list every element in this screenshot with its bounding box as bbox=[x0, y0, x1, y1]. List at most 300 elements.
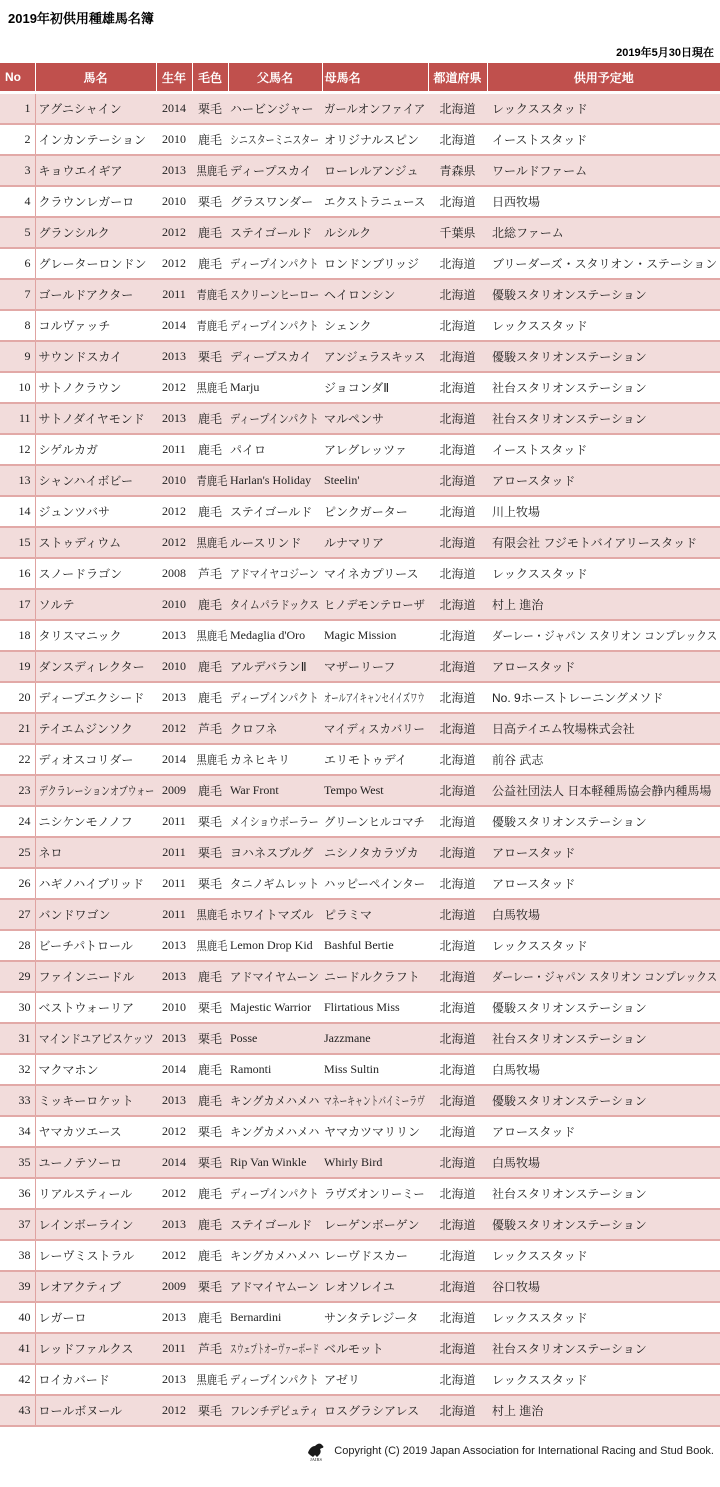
table-row bbox=[0, 930, 720, 961]
cell-birth-year: 2014 bbox=[156, 744, 192, 775]
cell-coat-color: 栗毛 bbox=[192, 1395, 228, 1426]
cell-sire-name: ディープスカイ bbox=[228, 155, 322, 186]
cell-sire-name: アドマイヤコジーン bbox=[228, 558, 322, 589]
jairs-logo-icon bbox=[305, 1440, 327, 1462]
cell-dam-name: シェンク bbox=[322, 310, 428, 341]
cell-prefecture: 北海道 bbox=[428, 868, 487, 899]
cell-sire-name: ディープインパクト bbox=[228, 1364, 322, 1395]
cell-horse-name: レッドファルクス bbox=[35, 1333, 156, 1364]
cell-service-location: レックススタッド bbox=[487, 930, 720, 961]
cell-service-location: イーストスタッド bbox=[487, 124, 720, 155]
cell-no: 36 bbox=[0, 1178, 35, 1209]
cell-prefecture: 北海道 bbox=[428, 1023, 487, 1054]
cell-service-location: ワールドファーム bbox=[487, 155, 720, 186]
cell-service-location: 北総ファーム bbox=[487, 217, 720, 248]
cell-birth-year: 2010 bbox=[156, 651, 192, 682]
cell-horse-name: スノードラゴン bbox=[35, 558, 156, 589]
cell-prefecture: 北海道 bbox=[428, 1085, 487, 1116]
column-header-prefecture: 都道府県 bbox=[428, 63, 487, 93]
cell-birth-year: 2013 bbox=[156, 1302, 192, 1333]
cell-horse-name: アグニシャイン bbox=[35, 93, 156, 125]
cell-horse-name: テイエムジンソク bbox=[35, 713, 156, 744]
cell-sire-name: Majestic Warrior bbox=[228, 992, 322, 1023]
cell-horse-name: ジュンツバサ bbox=[35, 496, 156, 527]
cell-dam-name: Steelin' bbox=[322, 465, 428, 496]
cell-sire-name: ハービンジャー bbox=[228, 93, 322, 125]
cell-service-location: 社台スタリオンステーション bbox=[487, 1178, 720, 1209]
cell-no: 2 bbox=[0, 124, 35, 155]
cell-dam-name: ハッピーペインター bbox=[322, 868, 428, 899]
cell-prefecture: 北海道 bbox=[428, 1364, 487, 1395]
cell-prefecture: 北海道 bbox=[428, 403, 487, 434]
cell-dam-name: Bashful Bertie bbox=[322, 930, 428, 961]
cell-no: 41 bbox=[0, 1333, 35, 1364]
cell-prefecture: 北海道 bbox=[428, 310, 487, 341]
cell-coat-color: 黒鹿毛 bbox=[192, 899, 228, 930]
cell-service-location: レックススタッド bbox=[487, 1302, 720, 1333]
table-row bbox=[0, 1333, 720, 1364]
table-row bbox=[0, 217, 720, 248]
cell-sire-name: スクリーンヒーロー bbox=[228, 279, 322, 310]
cell-sire-name: Posse bbox=[228, 1023, 322, 1054]
cell-prefecture: 北海道 bbox=[428, 1302, 487, 1333]
cell-no: 18 bbox=[0, 620, 35, 651]
cell-sire-name: キングカメハメハ bbox=[228, 1116, 322, 1147]
cell-dam-name: オールアイキャンセイイズワウ bbox=[322, 682, 428, 713]
cell-dam-name: ニシノタカラヅカ bbox=[322, 837, 428, 868]
cell-coat-color: 鹿毛 bbox=[192, 496, 228, 527]
cell-dam-name: ロンドンブリッジ bbox=[322, 248, 428, 279]
cell-horse-name: インカンテーション bbox=[35, 124, 156, 155]
cell-no: 21 bbox=[0, 713, 35, 744]
cell-dam-name: レーヴドスカー bbox=[322, 1240, 428, 1271]
cell-service-location: 優駿スタリオンステーション bbox=[487, 279, 720, 310]
cell-sire-name: ディープスカイ bbox=[228, 341, 322, 372]
copyright-text: Copyright (C) 2019 Japan Association for International Racing and Stud Book. bbox=[334, 1445, 714, 1457]
cell-service-location: 谷口牧場 bbox=[487, 1271, 720, 1302]
cell-no: 8 bbox=[0, 310, 35, 341]
cell-dam-name: ジョコンダⅡ bbox=[322, 372, 428, 403]
cell-dam-name: エクストラニュース bbox=[322, 186, 428, 217]
cell-birth-year: 2013 bbox=[156, 1364, 192, 1395]
cell-no: 20 bbox=[0, 682, 35, 713]
table-row bbox=[0, 961, 720, 992]
cell-sire-name: クロフネ bbox=[228, 713, 322, 744]
cell-birth-year: 2013 bbox=[156, 682, 192, 713]
cell-service-location: アロースタッド bbox=[487, 868, 720, 899]
cell-prefecture: 北海道 bbox=[428, 465, 487, 496]
cell-dam-name: ピラミマ bbox=[322, 899, 428, 930]
cell-horse-name: グランシルク bbox=[35, 217, 156, 248]
cell-horse-name: レオアクティブ bbox=[35, 1271, 156, 1302]
cell-birth-year: 2014 bbox=[156, 93, 192, 125]
cell-service-location: 有限会社 フジモトバイアリースタッド bbox=[487, 527, 720, 558]
cell-horse-name: コルヴァッチ bbox=[35, 310, 156, 341]
cell-no: 15 bbox=[0, 527, 35, 558]
cell-service-location: 日西牧場 bbox=[487, 186, 720, 217]
cell-coat-color: 栗毛 bbox=[192, 1147, 228, 1178]
cell-horse-name: ディオスコリダー bbox=[35, 744, 156, 775]
cell-birth-year: 2013 bbox=[156, 1023, 192, 1054]
table-row bbox=[0, 558, 720, 589]
cell-sire-name: ディープインパクト bbox=[228, 248, 322, 279]
cell-coat-color: 鹿毛 bbox=[192, 1209, 228, 1240]
cell-birth-year: 2011 bbox=[156, 279, 192, 310]
cell-sire-name: Harlan's Holiday bbox=[228, 465, 322, 496]
cell-birth-year: 2010 bbox=[156, 992, 192, 1023]
cell-coat-color: 鹿毛 bbox=[192, 248, 228, 279]
cell-coat-color: 鹿毛 bbox=[192, 1178, 228, 1209]
cell-birth-year: 2012 bbox=[156, 217, 192, 248]
cell-horse-name: ハギノハイブリッド bbox=[35, 868, 156, 899]
table-row bbox=[0, 1302, 720, 1333]
table-header-row bbox=[0, 63, 720, 93]
cell-dam-name: グリーンヒルコマチ bbox=[322, 806, 428, 837]
cell-service-location: レックススタッド bbox=[487, 558, 720, 589]
cell-birth-year: 2011 bbox=[156, 434, 192, 465]
cell-service-location: 社台スタリオンステーション bbox=[487, 1333, 720, 1364]
table-row bbox=[0, 155, 720, 186]
cell-sire-name: ヨハネスブルグ bbox=[228, 837, 322, 868]
cell-birth-year: 2012 bbox=[156, 372, 192, 403]
cell-service-location: 優駿スタリオンステーション bbox=[487, 1085, 720, 1116]
cell-prefecture: 北海道 bbox=[428, 1209, 487, 1240]
table-row bbox=[0, 682, 720, 713]
table-row bbox=[0, 186, 720, 217]
cell-birth-year: 2012 bbox=[156, 496, 192, 527]
cell-birth-year: 2010 bbox=[156, 186, 192, 217]
cell-horse-name: サトノクラウン bbox=[35, 372, 156, 403]
cell-sire-name: Rip Van Winkle bbox=[228, 1147, 322, 1178]
cell-birth-year: 2013 bbox=[156, 403, 192, 434]
cell-dam-name: マイネカプリース bbox=[322, 558, 428, 589]
cell-service-location: アロースタッド bbox=[487, 837, 720, 868]
cell-no: 11 bbox=[0, 403, 35, 434]
cell-prefecture: 北海道 bbox=[428, 713, 487, 744]
cell-birth-year: 2013 bbox=[156, 930, 192, 961]
cell-coat-color: 黒鹿毛 bbox=[192, 620, 228, 651]
table-row bbox=[0, 1364, 720, 1395]
cell-birth-year: 2010 bbox=[156, 124, 192, 155]
footer bbox=[305, 1440, 714, 1462]
cell-prefecture: 千葉県 bbox=[428, 217, 487, 248]
table-row bbox=[0, 837, 720, 868]
cell-coat-color: 黒鹿毛 bbox=[192, 155, 228, 186]
cell-prefecture: 北海道 bbox=[428, 1395, 487, 1426]
svg-text:JAIRS: JAIRS bbox=[310, 1457, 323, 1462]
cell-service-location: 白馬牧場 bbox=[487, 1147, 720, 1178]
cell-dam-name: アンジェラスキッス bbox=[322, 341, 428, 372]
cell-horse-name: ストゥディウム bbox=[35, 527, 156, 558]
column-header-dam-name: 母馬名 bbox=[322, 63, 428, 93]
table-row bbox=[0, 713, 720, 744]
column-header-birth-year: 生年 bbox=[156, 63, 192, 93]
cell-sire-name: ステイゴールド bbox=[228, 217, 322, 248]
cell-sire-name: Medaglia d'Oro bbox=[228, 620, 322, 651]
table-body bbox=[0, 93, 720, 1427]
cell-prefecture: 北海道 bbox=[428, 589, 487, 620]
cell-dam-name: ピンクガーター bbox=[322, 496, 428, 527]
cell-prefecture: 北海道 bbox=[428, 1147, 487, 1178]
cell-prefecture: 北海道 bbox=[428, 1271, 487, 1302]
table-row bbox=[0, 1023, 720, 1054]
cell-birth-year: 2011 bbox=[156, 868, 192, 899]
cell-no: 4 bbox=[0, 186, 35, 217]
cell-horse-name: リアルスティール bbox=[35, 1178, 156, 1209]
cell-no: 19 bbox=[0, 651, 35, 682]
cell-coat-color: 栗毛 bbox=[192, 1116, 228, 1147]
cell-horse-name: ベストウォーリア bbox=[35, 992, 156, 1023]
table-row bbox=[0, 341, 720, 372]
cell-no: 3 bbox=[0, 155, 35, 186]
page-title: 2019年初供用種雄馬名簿 bbox=[8, 11, 154, 26]
cell-coat-color: 鹿毛 bbox=[192, 1302, 228, 1333]
cell-no: 22 bbox=[0, 744, 35, 775]
cell-sire-name: スウェプトオーヴァーボード bbox=[228, 1333, 322, 1364]
cell-no: 26 bbox=[0, 868, 35, 899]
cell-prefecture: 北海道 bbox=[428, 279, 487, 310]
cell-no: 24 bbox=[0, 806, 35, 837]
table-row bbox=[0, 527, 720, 558]
cell-coat-color: 鹿毛 bbox=[192, 651, 228, 682]
cell-no: 39 bbox=[0, 1271, 35, 1302]
cell-service-location: 社台スタリオンステーション bbox=[487, 372, 720, 403]
column-header-service-location: 供用予定地 bbox=[487, 63, 720, 93]
cell-no: 16 bbox=[0, 558, 35, 589]
cell-horse-name: シゲルカガ bbox=[35, 434, 156, 465]
cell-no: 29 bbox=[0, 961, 35, 992]
cell-coat-color: 栗毛 bbox=[192, 1271, 228, 1302]
cell-sire-name: パイロ bbox=[228, 434, 322, 465]
cell-sire-name: Marju bbox=[228, 372, 322, 403]
cell-sire-name: ステイゴールド bbox=[228, 496, 322, 527]
cell-no: 13 bbox=[0, 465, 35, 496]
cell-coat-color: 鹿毛 bbox=[192, 434, 228, 465]
cell-coat-color: 鹿毛 bbox=[192, 775, 228, 806]
cell-sire-name: アルデバランⅡ bbox=[228, 651, 322, 682]
cell-sire-name: Ramonti bbox=[228, 1054, 322, 1085]
cell-birth-year: 2009 bbox=[156, 775, 192, 806]
cell-no: 37 bbox=[0, 1209, 35, 1240]
cell-birth-year: 2012 bbox=[156, 248, 192, 279]
cell-prefecture: 北海道 bbox=[428, 558, 487, 589]
cell-coat-color: 黒鹿毛 bbox=[192, 372, 228, 403]
cell-service-location: レックススタッド bbox=[487, 93, 720, 125]
cell-dam-name: アレグレッツァ bbox=[322, 434, 428, 465]
cell-prefecture: 北海道 bbox=[428, 434, 487, 465]
table-row bbox=[0, 434, 720, 465]
cell-service-location: 社台スタリオンステーション bbox=[487, 1023, 720, 1054]
table-row bbox=[0, 1116, 720, 1147]
table-row bbox=[0, 465, 720, 496]
table-row bbox=[0, 1271, 720, 1302]
cell-horse-name: グレーターロンドン bbox=[35, 248, 156, 279]
cell-prefecture: 北海道 bbox=[428, 248, 487, 279]
cell-coat-color: 鹿毛 bbox=[192, 403, 228, 434]
cell-coat-color: 芦毛 bbox=[192, 558, 228, 589]
cell-coat-color: 栗毛 bbox=[192, 837, 228, 868]
cell-no: 38 bbox=[0, 1240, 35, 1271]
cell-no: 5 bbox=[0, 217, 35, 248]
cell-birth-year: 2013 bbox=[156, 1209, 192, 1240]
cell-coat-color: 芦毛 bbox=[192, 1333, 228, 1364]
cell-no: 7 bbox=[0, 279, 35, 310]
cell-sire-name: シニスターミニスター bbox=[228, 124, 322, 155]
table-row bbox=[0, 1395, 720, 1426]
cell-service-location: レックススタッド bbox=[487, 1240, 720, 1271]
cell-service-location: 優駿スタリオンステーション bbox=[487, 806, 720, 837]
cell-coat-color: 黒鹿毛 bbox=[192, 744, 228, 775]
cell-horse-name: バンドワゴン bbox=[35, 899, 156, 930]
table-row bbox=[0, 992, 720, 1023]
cell-horse-name: レインボーライン bbox=[35, 1209, 156, 1240]
cell-birth-year: 2011 bbox=[156, 1333, 192, 1364]
cell-coat-color: 鹿毛 bbox=[192, 217, 228, 248]
table-row bbox=[0, 1085, 720, 1116]
cell-no: 6 bbox=[0, 248, 35, 279]
cell-birth-year: 2012 bbox=[156, 713, 192, 744]
cell-coat-color: 鹿毛 bbox=[192, 682, 228, 713]
cell-prefecture: 北海道 bbox=[428, 186, 487, 217]
cell-horse-name: ダンスディレクター bbox=[35, 651, 156, 682]
cell-dam-name: Flirtatious Miss bbox=[322, 992, 428, 1023]
cell-coat-color: 鹿毛 bbox=[192, 1085, 228, 1116]
cell-no: 23 bbox=[0, 775, 35, 806]
cell-dam-name: ヤマカツマリリン bbox=[322, 1116, 428, 1147]
cell-no: 30 bbox=[0, 992, 35, 1023]
cell-dam-name: Magic Mission bbox=[322, 620, 428, 651]
cell-dam-name: レーゲンボーゲン bbox=[322, 1209, 428, 1240]
cell-no: 9 bbox=[0, 341, 35, 372]
cell-birth-year: 2012 bbox=[156, 1240, 192, 1271]
cell-no: 27 bbox=[0, 899, 35, 930]
cell-horse-name: サウンドスカイ bbox=[35, 341, 156, 372]
cell-no: 1 bbox=[0, 93, 35, 125]
cell-birth-year: 2014 bbox=[156, 310, 192, 341]
table-row bbox=[0, 775, 720, 806]
table-row bbox=[0, 620, 720, 651]
table-row bbox=[0, 744, 720, 775]
cell-birth-year: 2013 bbox=[156, 155, 192, 186]
cell-service-location: 白馬牧場 bbox=[487, 899, 720, 930]
cell-prefecture: 北海道 bbox=[428, 682, 487, 713]
cell-coat-color: 鹿毛 bbox=[192, 124, 228, 155]
cell-dam-name: Whirly Bird bbox=[322, 1147, 428, 1178]
cell-birth-year: 2011 bbox=[156, 837, 192, 868]
cell-sire-name: キングカメハメハ bbox=[228, 1085, 322, 1116]
cell-coat-color: 栗毛 bbox=[192, 186, 228, 217]
cell-sire-name: アドマイヤムーン bbox=[228, 961, 322, 992]
cell-prefecture: 北海道 bbox=[428, 744, 487, 775]
cell-service-location: イーストスタッド bbox=[487, 434, 720, 465]
cell-birth-year: 2014 bbox=[156, 1054, 192, 1085]
cell-horse-name: キョウエイギア bbox=[35, 155, 156, 186]
cell-prefecture: 北海道 bbox=[428, 1116, 487, 1147]
cell-birth-year: 2012 bbox=[156, 1178, 192, 1209]
cell-prefecture: 北海道 bbox=[428, 527, 487, 558]
cell-horse-name: ファインニードル bbox=[35, 961, 156, 992]
cell-prefecture: 北海道 bbox=[428, 620, 487, 651]
cell-sire-name: グラスワンダー bbox=[228, 186, 322, 217]
cell-service-location: 優駿スタリオンステーション bbox=[487, 341, 720, 372]
cell-prefecture: 北海道 bbox=[428, 992, 487, 1023]
cell-no: 17 bbox=[0, 589, 35, 620]
cell-service-location: 優駿スタリオンステーション bbox=[487, 992, 720, 1023]
cell-birth-year: 2011 bbox=[156, 899, 192, 930]
cell-coat-color: 鹿毛 bbox=[192, 961, 228, 992]
cell-birth-year: 2012 bbox=[156, 1395, 192, 1426]
cell-prefecture: 北海道 bbox=[428, 1178, 487, 1209]
cell-coat-color: 栗毛 bbox=[192, 1023, 228, 1054]
cell-dam-name: エリモトゥデイ bbox=[322, 744, 428, 775]
cell-coat-color: 青鹿毛 bbox=[192, 310, 228, 341]
table-row bbox=[0, 496, 720, 527]
cell-dam-name: ローレルアンジュ bbox=[322, 155, 428, 186]
cell-dam-name: ガールオンファイア bbox=[322, 93, 428, 125]
cell-prefecture: 北海道 bbox=[428, 899, 487, 930]
table-row bbox=[0, 1240, 720, 1271]
cell-service-location: アロースタッド bbox=[487, 651, 720, 682]
column-header-horse-name: 馬名 bbox=[35, 63, 156, 93]
cell-prefecture: 北海道 bbox=[428, 775, 487, 806]
cell-prefecture: 北海道 bbox=[428, 837, 487, 868]
cell-prefecture: 青森県 bbox=[428, 155, 487, 186]
cell-sire-name: カネヒキリ bbox=[228, 744, 322, 775]
cell-service-location: 社台スタリオンステーション bbox=[487, 403, 720, 434]
cell-dam-name: マルペンサ bbox=[322, 403, 428, 434]
cell-birth-year: 2013 bbox=[156, 620, 192, 651]
cell-horse-name: ヤマカツエース bbox=[35, 1116, 156, 1147]
as-of-date: 2019年5月30日現在 bbox=[616, 47, 714, 59]
cell-no: 43 bbox=[0, 1395, 35, 1426]
cell-dam-name: Tempo West bbox=[322, 775, 428, 806]
cell-birth-year: 2010 bbox=[156, 465, 192, 496]
cell-dam-name: ヘイロンシン bbox=[322, 279, 428, 310]
stallion-table bbox=[0, 63, 720, 1427]
cell-horse-name: シャンハイボビー bbox=[35, 465, 156, 496]
cell-no: 12 bbox=[0, 434, 35, 465]
cell-dam-name: ルナマリア bbox=[322, 527, 428, 558]
cell-prefecture: 北海道 bbox=[428, 806, 487, 837]
table-row bbox=[0, 1054, 720, 1085]
cell-coat-color: 栗毛 bbox=[192, 992, 228, 1023]
cell-horse-name: サトノダイヤモンド bbox=[35, 403, 156, 434]
cell-birth-year: 2009 bbox=[156, 1271, 192, 1302]
cell-coat-color: 栗毛 bbox=[192, 341, 228, 372]
cell-sire-name: ホワイトマズル bbox=[228, 899, 322, 930]
cell-no: 35 bbox=[0, 1147, 35, 1178]
cell-sire-name: タイムパラドックス bbox=[228, 589, 322, 620]
cell-sire-name: フレンチデピュティ bbox=[228, 1395, 322, 1426]
cell-horse-name: ユーノテソーロ bbox=[35, 1147, 156, 1178]
cell-prefecture: 北海道 bbox=[428, 496, 487, 527]
cell-dam-name: Miss Sultin bbox=[322, 1054, 428, 1085]
cell-sire-name: キングカメハメハ bbox=[228, 1240, 322, 1271]
column-header-no: No bbox=[0, 63, 35, 93]
column-header-coat-color: 毛色 bbox=[192, 63, 228, 93]
cell-dam-name: ヒノデモンテローザ bbox=[322, 589, 428, 620]
cell-dam-name: Jazzmane bbox=[322, 1023, 428, 1054]
cell-coat-color: 青鹿毛 bbox=[192, 279, 228, 310]
cell-prefecture: 北海道 bbox=[428, 372, 487, 403]
cell-horse-name: ロールボヌール bbox=[35, 1395, 156, 1426]
table-row bbox=[0, 248, 720, 279]
cell-birth-year: 2014 bbox=[156, 1147, 192, 1178]
table-row bbox=[0, 899, 720, 930]
cell-no: 10 bbox=[0, 372, 35, 403]
cell-service-location: ブリーダーズ・スタリオン・ステーション bbox=[487, 248, 720, 279]
cell-coat-color: 黒鹿毛 bbox=[192, 527, 228, 558]
